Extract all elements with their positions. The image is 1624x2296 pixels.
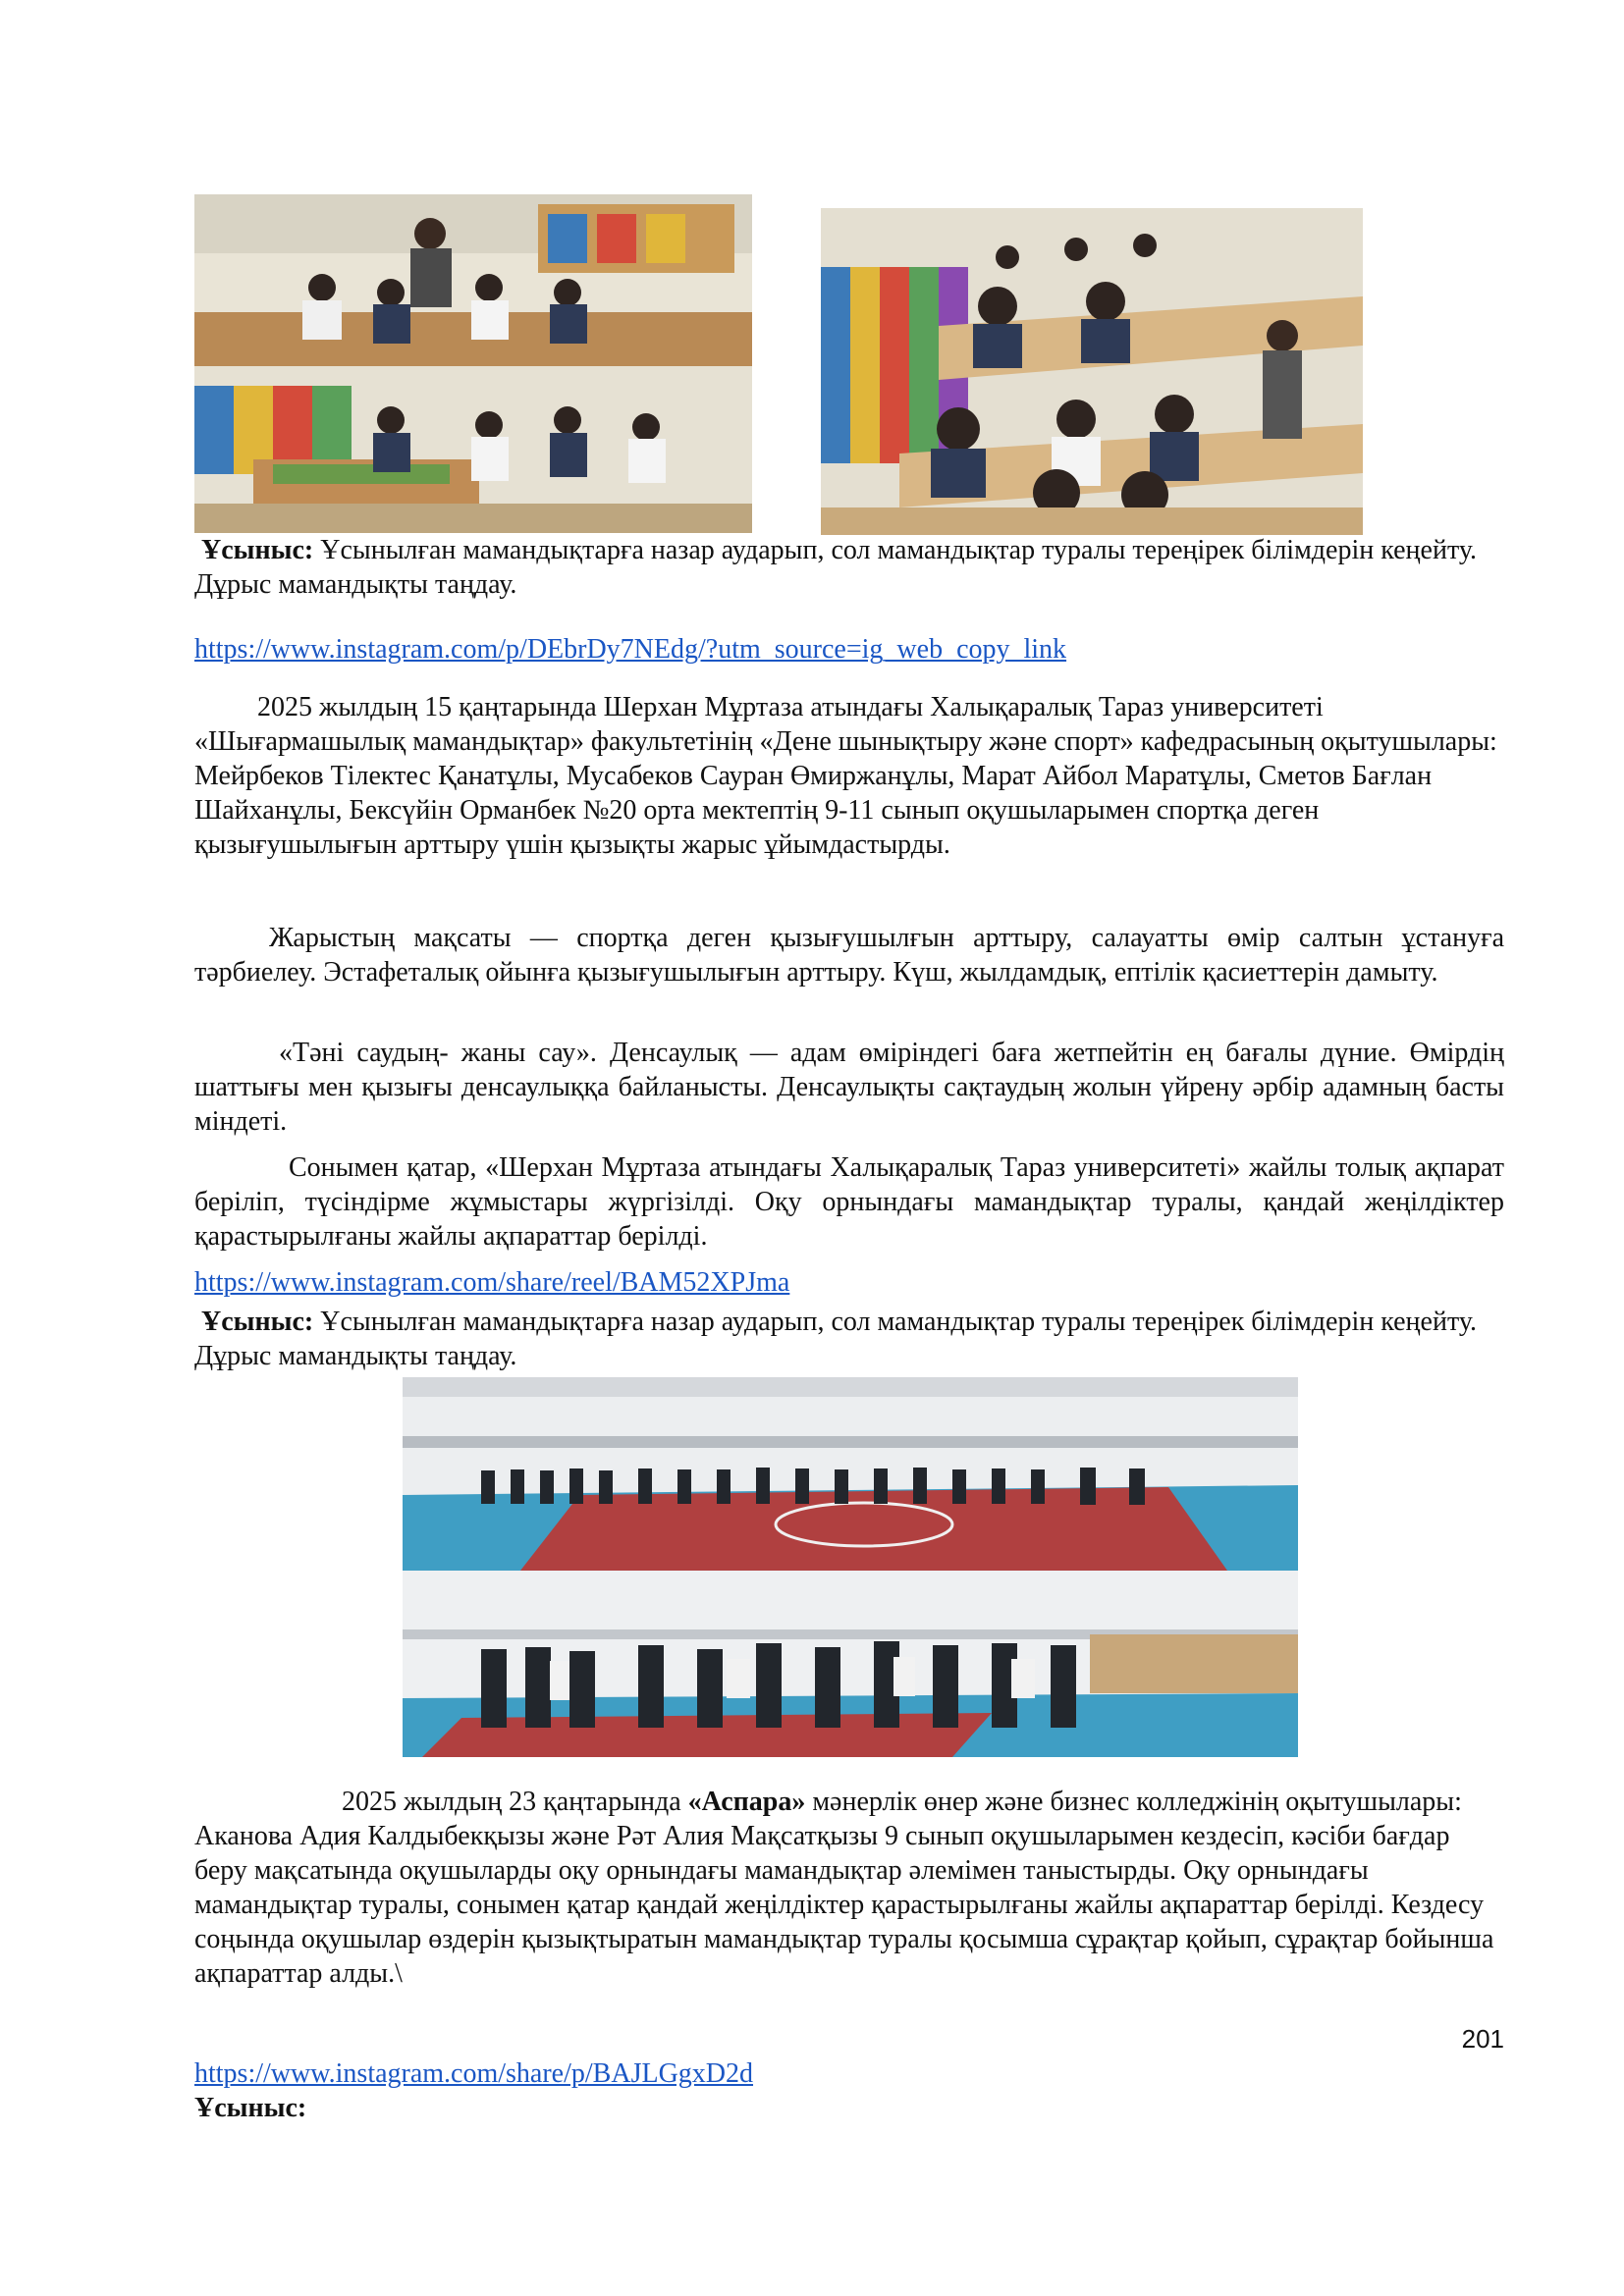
- recommendation-text: Ұсынылған мамандықтарға назар аударып, сол мамандықтар туралы тереңірек білімдерін кеңейту. Дұрыс мамандықты таңдау.: [194, 535, 1478, 600]
- instagram-link-1[interactable]: https://www.instagram.com/p/DEbrDy7NEdg/?utm_source=ig_web_copy_link: [194, 634, 1067, 665]
- event-paragraph-2-text: Жарыстың мақсаты — спортқа деген қызығушылғын арттыру, салауатты өмір салтын ұстануға тәрбиелеу. Эстафеталық ойынға қызығушылығын арттыру. Күш, жылдамдық, ептілік қасиеттерін дамыту.: [194, 923, 1504, 988]
- event-paragraph-1: [194, 690, 1504, 862]
- recommendation-label-3: Ұсыныс:: [194, 2093, 307, 2123]
- classroom-photo-right: [821, 208, 1363, 535]
- recommendation-text-2: Ұсынылған мамандықтарға назар аударып, сол мамандықтар туралы тереңірек білімдерін кеңейту. Дұрыс мамандықты таңдау.: [194, 1307, 1478, 1371]
- college-paragraph-start: 2025 жылдың 23 қаңтарында: [342, 1787, 688, 1817]
- college-paragraph-rest: мәнерлік өнер және бизнес колледжінің оқытушылары: Аканова Адия Калдыбекқызы және Рәт Алия Мақсатқызы 9 сынып оқушыларымен кездесіп, кәсіби бағдар беру мақсатында оқушыларды оқу орнындағы мамандықтар әлемімен таныстырды. Оқу орнындағы мамандықтар туралы, сонымен қатар қандай жеңілдіктер қарастырылғаны жайлы ақпараттар берілді. Кездесу соңында оқушылар өздерін қызықтыратын мамандықтар туралы қосымша сұрақтар қойып, сұрақтар бойынша ақпараттар алды.\: [194, 1787, 1494, 1989]
- event-paragraph-4: [194, 1150, 1504, 1254]
- event-paragraph-3-text: «Тәні саудың- жаны сау». Денсаулық — адам өміріндегі баға жетпейтін ең бағалы дүние. Өмірдің шаттығы мен қызығы денсаулыққа байланысты. Денсаулықты сақтаудың жолын үйрену әрбір адамның басты міндеті.: [194, 1038, 1504, 1137]
- event-paragraph-1-text: 2025 жылдың 15 қаңтарында Шерхан Мұртаза атындағы Халықаралық Тараз университеті «Шығармашылық мамандықтар» факультетінің «Дене шынықтыру және спорт» кафедрасының оқытушылары: Мейрбеков Тілектес Қанатұлы, Мусабеков Сауран Өмиржанұлы, Марат Айбол Маратұлы, Сметов Бағлан Шайханұлы, Бексүйін Орманбек №20 орта мектептің 9-11 сынып оқушыларымен спортқа деген қызығушылығын арттыру үшін қызықты жарыс ұйымдастырды.: [194, 692, 1497, 860]
- recommendation-paragraph-3: [194, 2091, 1504, 2125]
- recommendation-label: Ұсыныс:: [201, 535, 314, 565]
- gym-photo-top: [403, 1377, 1298, 1571]
- college-name-bold: «Аспара»: [687, 1787, 806, 1817]
- recommendation-label-2: Ұсыныс:: [201, 1307, 314, 1337]
- gym-photo-bottom: [403, 1571, 1298, 1757]
- recommendation-paragraph-1: [194, 533, 1504, 602]
- classroom-photo-top-left: [194, 194, 752, 366]
- event-paragraph-4-text: Сонымен қатар, «Шерхан Мұртаза атындағы Халықаралық Тараз университеті» жайлы толық ақпарат беріліп, түсіндірме жұмыстары жүргізілді. Оқу орнындағы мамандықтар туралы, қандай жеңілдіктер қарастырылғаны жайлы ақпараттар берілді.: [194, 1152, 1504, 1252]
- classroom-photo-bottom-left: [194, 366, 752, 533]
- college-paragraph: [194, 1785, 1504, 1991]
- event-paragraph-2: [194, 921, 1504, 989]
- instagram-link-2[interactable]: https://www.instagram.com/share/reel/BAM52XPJma: [194, 1267, 790, 1298]
- page-number: 201: [1461, 2024, 1504, 2054]
- recommendation-paragraph-2: [194, 1305, 1504, 1373]
- instagram-link-3[interactable]: https://www.instagram.com/share/p/BAJLGgxD2d: [194, 2058, 754, 2089]
- event-paragraph-3: [194, 1036, 1504, 1139]
